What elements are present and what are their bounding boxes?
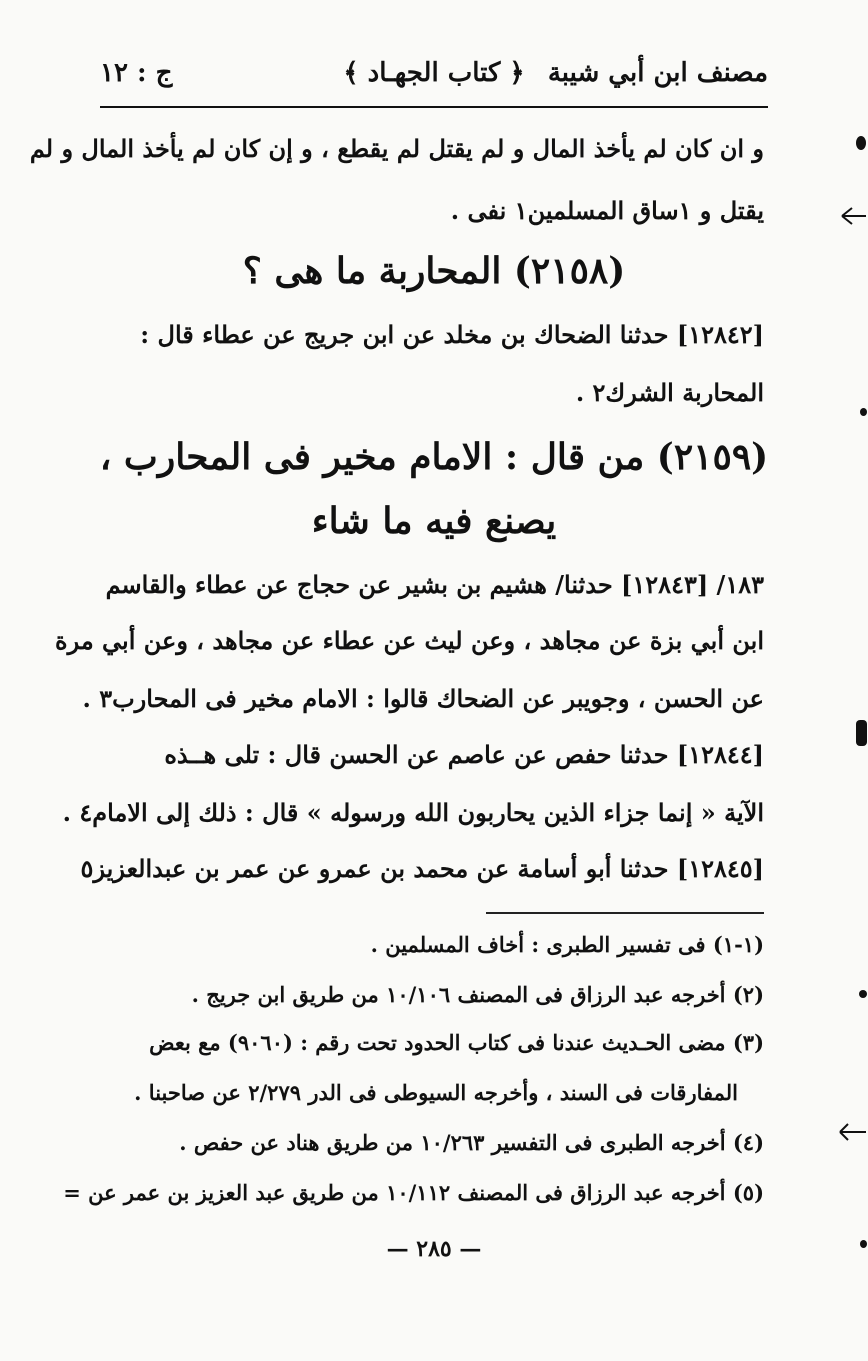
footnote: (١-١) فى تفسير الطبرى : أخاف المسلمين . — [370, 932, 764, 957]
hadith-12844-line: [١٢٨٤٤] حدثنا حفص عن عاصم عن الحسن قال : تلى هــذه — [164, 740, 764, 769]
footnote: (٣) مضى الحـديث عندنا فى كتاب الحدود تحت رقم : (٩٠٦٠) مع بعض — [149, 1030, 764, 1055]
running-header — [100, 58, 768, 98]
section-heading-2158: (٢١٥٨) المحاربة ما هى ؟ — [242, 250, 626, 292]
scan-edge-mark — [860, 1240, 867, 1248]
volume-number: ج : ١٢ — [100, 58, 173, 88]
scan-edge-mark — [856, 720, 867, 746]
text-line: يقتل و ١ساق المسلمين١ نفى . — [450, 196, 764, 225]
footnote: (٢) أخرجه عبد الرزاق فى المصنف ١٠/١٠٦ من طريق ابن جريج . — [191, 982, 764, 1007]
hadith-12843-line: ابن أبي بزة عن مجاهد ، وعن ليث عن عطاء عن مجاهد ، وعن أبي مرة — [55, 626, 764, 655]
chapter-title: ﴿ كتاب الجهـاد ﴾ — [343, 58, 525, 88]
footnote-rule — [486, 912, 764, 914]
hadith-12842-line: [١٢٨٤٢] حدثنا الضحاك بن مخلد عن ابن جريج عن عطاء قال : — [140, 320, 764, 349]
text-line: و ان كان لم يأخذ المال و لم يقتل لم يقطع ، و إن كان لم يأخذ المال و لم — [29, 134, 764, 163]
scan-edge-mark — [836, 1120, 868, 1144]
scan-edge-mark — [856, 136, 866, 150]
hadith-12843-line: عن الحسن ، وجويبر عن الضحاك قالوا : الامام مخير فى المحارب٣ . — [82, 684, 764, 713]
section-heading-2159: (٢١٥٩) من قال : الامام مخير فى المحارب ، — [99, 436, 769, 478]
book-title: مصنف ابن أبي شيبة — [547, 58, 768, 88]
footnote-continuation: المفارقات فى السند ، وأخرجه السيوطى فى الدر ٢/٢٧٩ عن صاحبنا . — [134, 1080, 738, 1105]
hadith-12843-line: ١٨٣/ [١٢٨٤٣] حدثنا/ هشيم بن بشير عن حجاج عن عطاء والقاسم — [105, 570, 764, 599]
scan-edge-mark — [860, 408, 867, 416]
footnote: (٥) أخرجه عبد الرزاق فى المصنف ١٠/١١٢ من طريق عبد العزيز بن عمر عن = — [63, 1180, 764, 1205]
hadith-12845-line: [١٢٨٤٥] حدثنا أبو أسامة عن محمد بن عمرو عن عمر بن عبدالعزيز٥ — [80, 854, 764, 883]
scan-edge-mark — [838, 204, 868, 228]
header-rule — [100, 106, 768, 108]
scan-edge-mark — [859, 990, 867, 998]
page-number: — ٢٨٥ — — [386, 1236, 482, 1262]
section-heading-2159-cont: يصنع فيه ما شاء — [311, 500, 557, 542]
hadith-12842-line: المحاربة الشرك٢ . — [575, 378, 764, 407]
hadith-12844-line: الآية « إنما جزاء الذين يحاربون الله ورسوله » قال : ذلك إلى الامام٤ . — [62, 798, 764, 827]
footnote: (٤) أخرجه الطبرى فى التفسير ١٠/٢٦٣ من طريق هناد عن حفص . — [179, 1130, 764, 1155]
